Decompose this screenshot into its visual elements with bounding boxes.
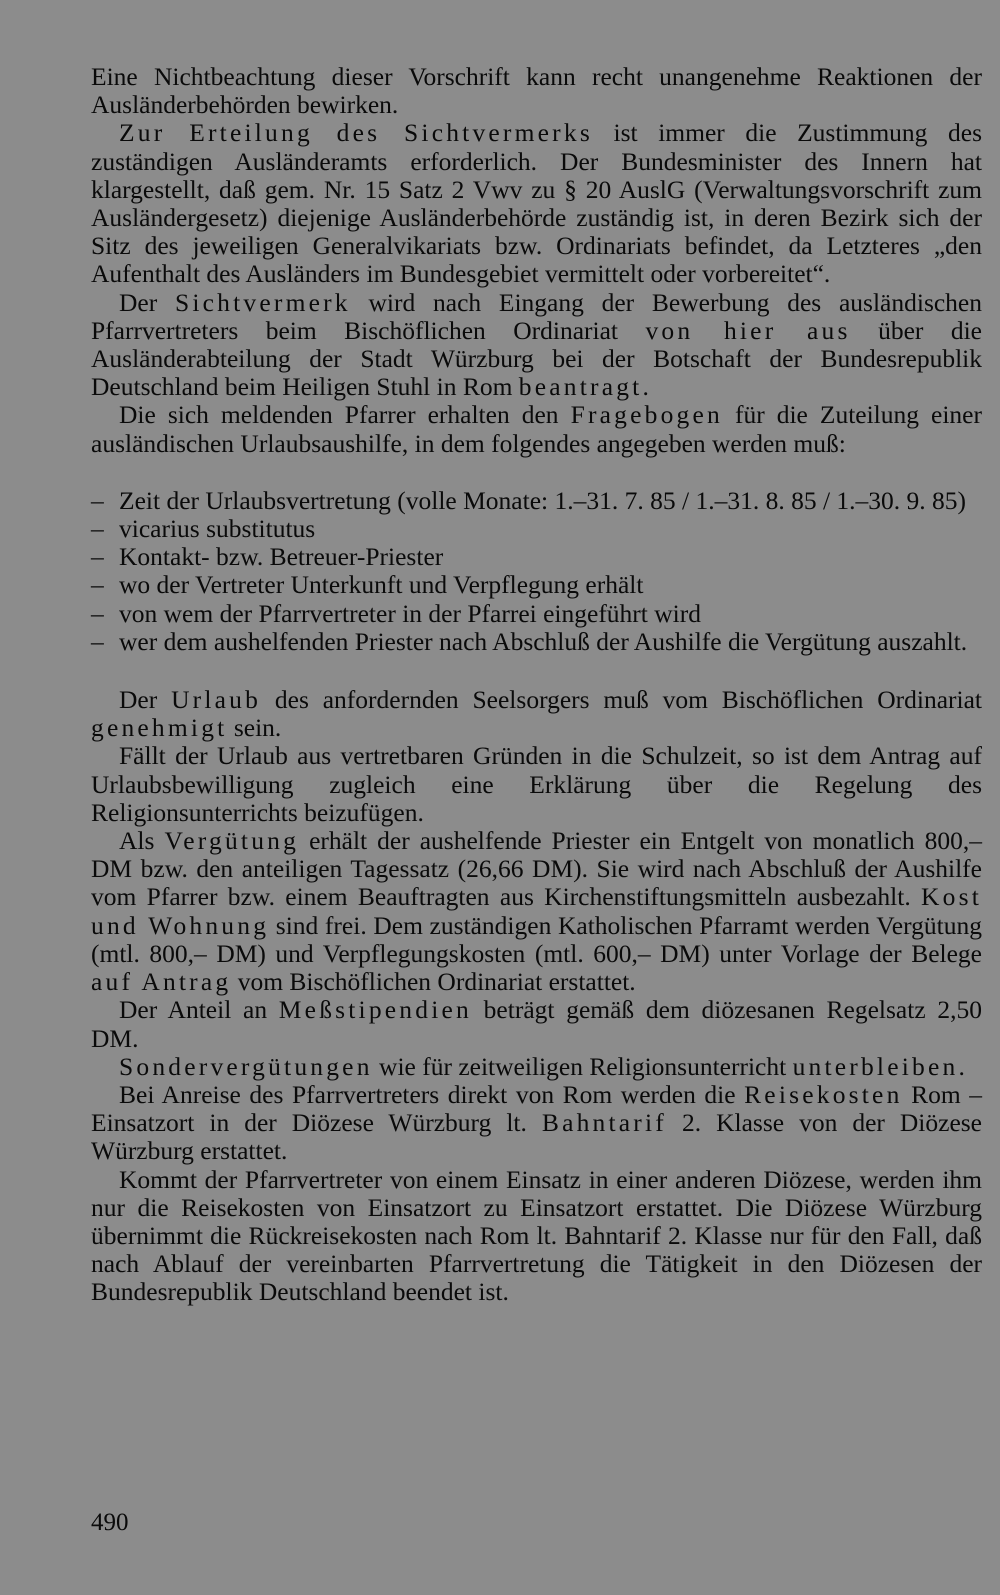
list-item: – wo der Vertreter Unterkunft und Verpflegung erhält (91, 571, 982, 599)
paragraph-text: über die Ausländerabteilung der Stadt Würzburg bei der Botschaft der Bundesrepublik Deutschland beim Heiligen Stuhl in Rom (91, 315, 982, 402)
spaced-emphasis: Urlaub (171, 685, 262, 715)
paragraph-fragebogen (91, 401, 982, 457)
paragraph-text: sein. (227, 713, 282, 743)
paragraph-text: erhält der aushelfende Priester ein Entgelt von monatlich 800,– DM bzw. den anteiligen Tagessatz (26,66 DM). Sie wird nach Abschluß der Aushilfe vom Pfarrer bzw. einem Beauftragten aus Kirchenstiftungsmitteln ausbezahlt. (91, 826, 982, 912)
paragraph-text: ist immer die Zustimmung des zuständigen Ausländeramts erforderlich. Der Bundesminister des Innern hat klargestellt, daß gem. Nr. 15 Satz 2 Vwv zu § 20 AuslG (Verwaltungsvorschrift zum Ausländergesetz) diejenige Ausländerbehörde zuständig ist, in deren Bezirk sich der Sitz des jeweiligen Generalvikariats bzw. Ordinariats befindet, da Letzteres „den Aufenthalt des Ausländers im Bundesgebiet vermittelt oder vorbereitet“. (91, 118, 983, 289)
paragraph-text: Fällt der Urlaub aus vertretbaren Gründen in die Schulzeit, so ist dem Antrag auf Urlaubsbewilligung zugleich eine Erklärung über die Regelung des Religionsunterrichts beizufügen. (91, 741, 982, 827)
paragraph-verguetung (91, 827, 982, 996)
list-item: – wer dem aushelfenden Priester nach Abschluß der Aushilfe die Vergütung auszahlt. (91, 628, 982, 656)
page-number: 490 (91, 1509, 129, 1536)
paragraph-text: Der (119, 287, 175, 317)
spaced-emphasis: von hier aus (645, 315, 851, 345)
spaced-emphasis: Fragebogen (570, 400, 723, 430)
spaced-emphasis: unterbleiben (792, 1051, 959, 1081)
section-gap (91, 656, 982, 686)
spaced-emphasis: Kost und Wohnung (91, 882, 982, 940)
spaced-emphasis: Sichtvermerk (174, 287, 351, 317)
paragraph-text: . (642, 372, 649, 402)
paragraph-text: Bei Anreise des Pfarrvertreters direkt von Rom werden die (119, 1079, 745, 1109)
spaced-emphasis: Vergütung (164, 826, 300, 856)
paragraph-text: Eine Nichtbeachtung dieser Vorschrift kann recht unangenehme Reaktionen der Ausländerbehörden bewirken. (91, 62, 982, 120)
paragraph-sichtvermerk-antrag (91, 289, 982, 402)
paragraph-schulzeit (91, 742, 982, 827)
paragraph-text: wie für zeitweiligen Religionsunterricht (372, 1051, 793, 1081)
paragraph-messstipendien (91, 996, 982, 1052)
paragraph-text: . (958, 1051, 965, 1081)
paragraph-text: Der (119, 685, 172, 715)
spaced-emphasis: Sondervergütungen (119, 1051, 373, 1081)
spaced-emphasis: Meßstipendien (278, 995, 472, 1025)
paragraph-text: beträgt gemäß dem diözesanen Regelsatz 2,50 DM. (91, 995, 982, 1053)
paragraph-text: Die sich meldenden Pfarrer erhalten den (119, 400, 571, 430)
paragraph-text: wird nach Eingang der Bewerbung des ausländischen Pfarrvertreters beim Bischöflichen Ordinariat (91, 287, 983, 345)
paragraph-sichtvermerk-erteilung (91, 119, 982, 288)
paragraph-text: des anfordernden Seelsorgers muß vom Bischöflichen Ordinariat (261, 685, 982, 715)
list-item: – vicarius substitutus (91, 515, 982, 543)
paragraph-sonderverguetungen (91, 1053, 982, 1081)
spaced-emphasis: beantragt (518, 372, 643, 402)
spaced-emphasis: Reisekosten (744, 1079, 903, 1109)
paragraph-rueckreise (91, 1166, 982, 1307)
paragraph-text: Rom – Einsatzort in der Diözese Würzburg lt. (91, 1079, 982, 1138)
paragraph-text: Als (119, 826, 165, 856)
list-item: – von wem der Pfarrvertreter in der Pfarrei eingeführt wird (91, 600, 982, 628)
paragraph-text: Kommt der Pfarrvertreter von einem Einsatz in einer anderen Diözese, werden ihm nur die Reisekosten von Einsatzort zu Einsatzort erstattet. Die Diözese Würzburg übernimmt die Rückreisekosten nach Rom lt. Bahntarif 2. Klasse nur für den Fall, daß nach Ablauf der vereinbarten Pfarrvertretung die Tätigkeit in den Diözesen der Bundesrepublik Deutschland beendet ist. (91, 1164, 982, 1307)
paragraph-text: 2. Klasse von der Diözese Würzburg erstattet. (91, 1108, 983, 1166)
spaced-emphasis: genehmigt (91, 713, 228, 743)
paragraph-reisekosten (91, 1081, 982, 1166)
paragraph-text: vom Bischöflichen Ordinariat erstattet. (231, 967, 636, 997)
spaced-emphasis: auf Antrag (91, 967, 232, 997)
list-item: – Kontakt- bzw. Betreuer-Priester (91, 543, 982, 571)
spaced-emphasis: Bahntarif (541, 1108, 667, 1138)
list-item: – Zeit der Urlaubsvertretung (volle Monate: 1.–31. 7. 85 / 1.–31. 8. 85 / 1.–30. 9. 85) (91, 487, 982, 515)
paragraph-intro (91, 63, 982, 119)
spaced-emphasis: Zur Erteilung des Sichtvermerks (119, 118, 593, 148)
paragraph-text: für die Zuteilung einer ausländischen Urlaubsaushilfe, in dem folgendes angegeben werden muß: (91, 400, 982, 458)
paragraph-urlaub (91, 686, 982, 742)
paragraph-text: Der Anteil an (119, 995, 279, 1025)
page-body (91, 63, 982, 1307)
paragraph-text: sind frei. Dem zuständigen Katholischen Pfarramt werden Vergütung (mtl. 800,– DM) und Verpflegungskosten (mtl. 600,– DM) unter Vorlage der Belege (91, 910, 982, 968)
fragebogen-list (91, 487, 982, 656)
